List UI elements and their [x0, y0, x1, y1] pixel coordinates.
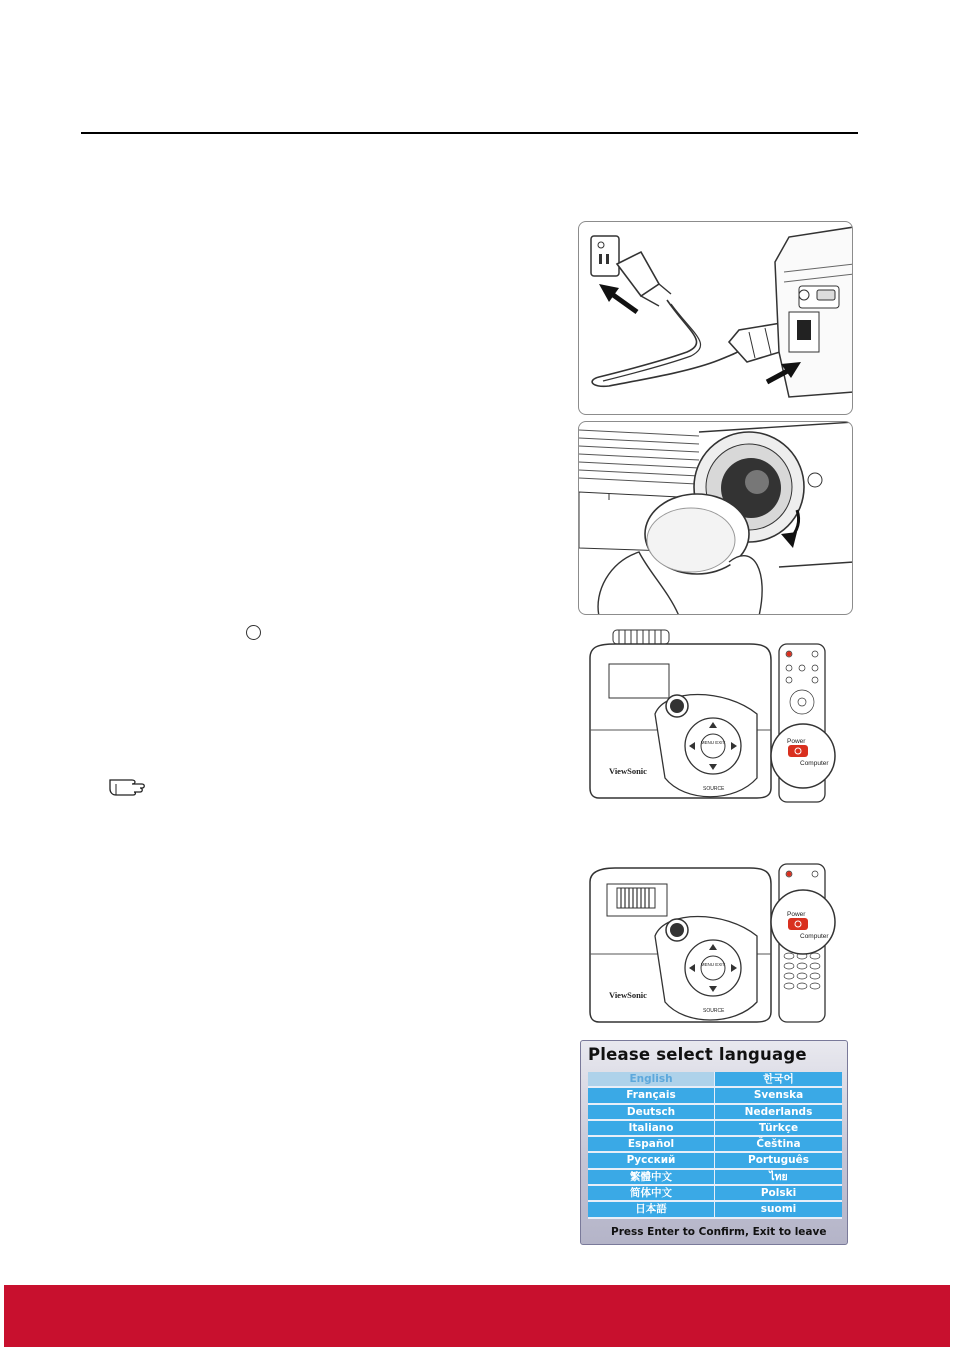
language-option-japanese[interactable]: 日本語: [588, 1202, 715, 1218]
language-option-spanish[interactable]: Español: [588, 1137, 715, 1153]
osd-footer-hint: Press Enter to Confirm, Exit to leave: [611, 1226, 827, 1238]
remote-power-label-1: Power: [787, 738, 806, 745]
header-rule: [81, 132, 858, 134]
language-option-czech[interactable]: Čeština: [715, 1137, 842, 1153]
language-grid: [588, 1072, 842, 1219]
language-option-russian[interactable]: Русский: [588, 1153, 715, 1169]
power-cord-illustration: [578, 221, 853, 415]
brand-logo-1: ViewSonic: [609, 766, 647, 776]
language-option-thai[interactable]: ไทย: [715, 1170, 842, 1186]
language-option-french[interactable]: Français: [588, 1088, 715, 1104]
language-option-german[interactable]: Deutsch: [588, 1105, 715, 1121]
menu-exit-label-1: MENU EXIT: [700, 740, 726, 745]
language-option-finnish[interactable]: suomi: [715, 1202, 842, 1218]
language-option-english[interactable]: English: [588, 1072, 715, 1088]
language-option-polish[interactable]: Polski: [715, 1186, 842, 1202]
lens-cap-drawing: [579, 422, 853, 615]
brand-logo-2: ViewSonic: [609, 990, 647, 1000]
lens-cap-illustration: [578, 421, 853, 615]
language-option-italian[interactable]: Italiano: [588, 1121, 715, 1137]
note-hand-icon: [108, 776, 146, 796]
menu-exit-label-2: MENU EXIT: [700, 962, 726, 967]
language-option-simplified-chinese[interactable]: 简体中文: [588, 1186, 715, 1202]
language-option-turkish[interactable]: Türkçe: [715, 1121, 842, 1137]
language-option-dutch[interactable]: Nederlands: [715, 1105, 842, 1121]
power-button-illustration-1: [585, 628, 840, 803]
language-select-osd: [580, 1040, 848, 1245]
projector-top-drawing-1: [585, 628, 840, 803]
language-option-korean[interactable]: 한국어: [715, 1072, 842, 1088]
power-button-illustration-2: [585, 860, 840, 1025]
remote-computer-label-2: Computer: [800, 933, 829, 940]
language-option-portuguese[interactable]: Português: [715, 1153, 842, 1169]
remote-power-label-2: Power: [787, 911, 806, 918]
projector-top-drawing-2: [585, 860, 840, 1025]
footer-bar: [4, 1285, 950, 1347]
power-symbol-icon: [246, 625, 261, 640]
osd-title: Please select language: [588, 1045, 807, 1064]
source-label-1: SOURCE: [703, 786, 725, 792]
language-option-swedish[interactable]: Svenska: [715, 1088, 842, 1104]
power-cord-drawing: [579, 222, 853, 415]
language-option-traditional-chinese[interactable]: 繁體中文: [588, 1170, 715, 1186]
remote-computer-label-1: Computer: [800, 760, 829, 767]
source-label-2: SOURCE: [703, 1008, 725, 1014]
